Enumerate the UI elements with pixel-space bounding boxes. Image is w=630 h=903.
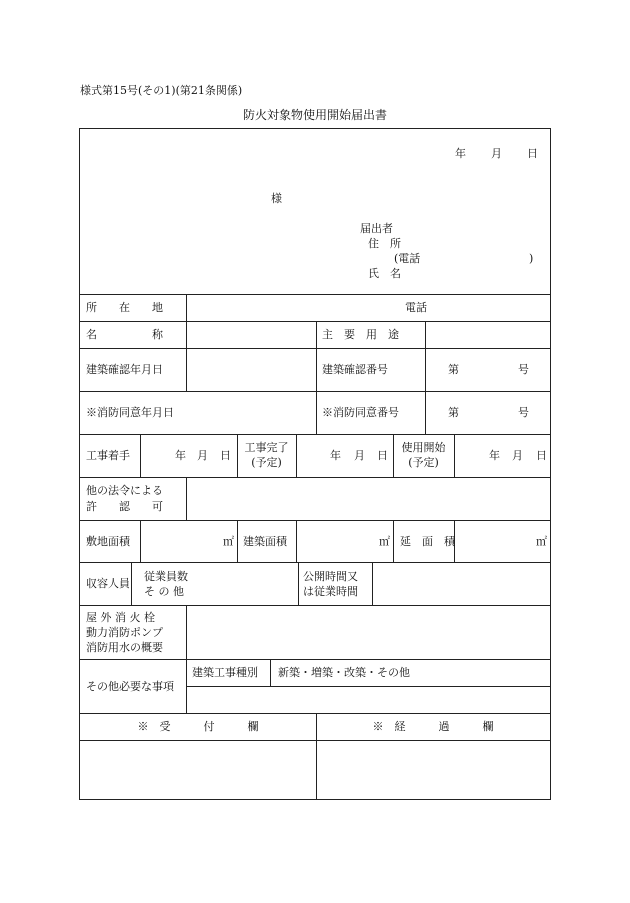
row-divider xyxy=(80,294,550,295)
start-year: 年 xyxy=(175,449,186,462)
row-divider xyxy=(80,659,550,660)
row-divider xyxy=(80,605,550,606)
fire-consent-date-label: ※消防同意年月日 xyxy=(86,406,174,419)
col-divider xyxy=(131,562,132,605)
start-month: 月 xyxy=(197,449,208,462)
col-divider xyxy=(372,562,373,605)
col-divider xyxy=(454,434,455,477)
col-divider xyxy=(270,659,271,686)
start-day: 日 xyxy=(220,449,231,462)
col-divider xyxy=(296,520,297,562)
col-divider xyxy=(186,294,187,391)
fire-consent-go: 号 xyxy=(518,406,529,419)
end-month: 月 xyxy=(354,449,365,462)
construction-end-planned: (予定) xyxy=(251,456,282,469)
fire-consent-number-label: ※消防同意番号 xyxy=(322,406,399,419)
row-divider xyxy=(80,713,550,714)
address-label: 住 所 xyxy=(368,237,401,250)
col-divider xyxy=(393,520,394,562)
name-label: 氏 名 xyxy=(368,267,401,280)
site-area-unit: ㎡ xyxy=(223,535,234,548)
construction-type-label: 建築工事種別 xyxy=(192,666,258,679)
water-summary-label: 消防用水の概要 xyxy=(86,641,163,654)
use-month: 月 xyxy=(512,449,523,462)
capacity-label: 収容人員 xyxy=(86,577,130,590)
col-divider xyxy=(140,520,141,562)
end-year: 年 xyxy=(330,449,341,462)
row-divider xyxy=(80,477,550,478)
floor-area-unit: ㎡ xyxy=(536,535,547,548)
date-month-label: 月 xyxy=(491,147,502,160)
date-year-label: 年 xyxy=(455,147,466,160)
building-area-unit: ㎡ xyxy=(379,535,390,548)
col-divider xyxy=(316,321,317,434)
col-divider xyxy=(186,605,187,713)
hours-label-1: 公開時間又 xyxy=(303,570,358,583)
col-divider xyxy=(298,562,299,605)
others-label: そ の 他 xyxy=(144,585,184,598)
location-label: 所 在 地 xyxy=(86,301,163,314)
other-items-label: その他必要な事項 xyxy=(86,680,174,693)
col-divider xyxy=(186,477,187,520)
site-area-label: 敷地面積 xyxy=(86,535,130,548)
fire-consent-dai: 第 xyxy=(448,406,459,419)
floor-area-label: 延 面 積 xyxy=(400,535,455,548)
name-row-label: 名 称 xyxy=(86,328,163,341)
row-divider xyxy=(80,520,550,521)
use-day: 日 xyxy=(536,449,547,462)
other-law-label: 他の法令による xyxy=(86,484,163,497)
building-confirm-date-label: 建築確認年月日 xyxy=(86,363,163,376)
form-code: 様式第15号(その1)(第21条関係) xyxy=(80,84,243,97)
row-divider xyxy=(80,348,550,349)
col-divider xyxy=(140,434,141,477)
form-table xyxy=(79,128,551,800)
pump-label: 動力消防ポンプ xyxy=(86,626,163,639)
other-law-permit-label: 許 認 可 xyxy=(86,500,163,513)
construction-end-label: 工事完了 xyxy=(244,441,289,454)
row-divider xyxy=(80,740,550,741)
row-divider xyxy=(186,686,550,687)
construction-type-options: 新築・増築・改築・その他 xyxy=(278,666,410,679)
end-day: 日 xyxy=(377,449,388,462)
hours-label-2: は従業時間 xyxy=(303,585,358,598)
row-divider xyxy=(80,434,550,435)
reception-column-label: ※ 受 付 欄 xyxy=(137,720,259,733)
col-divider xyxy=(425,321,426,434)
construction-start-label: 工事着手 xyxy=(86,449,130,462)
row-divider xyxy=(80,562,550,563)
phone-close-label: ) xyxy=(529,252,534,265)
col-divider xyxy=(296,434,297,477)
form-title: 防火対象物使用開始届出書 xyxy=(242,108,387,122)
building-confirm-go: 号 xyxy=(518,363,529,376)
building-confirm-dai: 第 xyxy=(448,363,459,376)
phone-open-label: (電話 xyxy=(394,252,421,265)
date-day-label: 日 xyxy=(527,147,538,160)
use-start-planned: (予定) xyxy=(408,456,439,469)
location-phone-label: 電話 xyxy=(405,301,427,314)
employees-label: 従業員数 xyxy=(144,570,188,583)
row-divider xyxy=(80,391,550,392)
col-divider xyxy=(237,520,238,562)
notifier-label: 届出者 xyxy=(360,222,393,235)
main-use-label: 主 要 用 途 xyxy=(322,328,399,341)
use-start-label: 使用開始 xyxy=(401,441,446,454)
addressee-suffix: 様 xyxy=(271,192,282,205)
progress-column-label: ※ 経 過 欄 xyxy=(372,720,494,733)
use-year: 年 xyxy=(489,449,500,462)
building-area-label: 建築面積 xyxy=(243,535,287,548)
building-confirm-number-label: 建築確認番号 xyxy=(322,363,388,376)
hydrant-label: 屋 外 消 火 栓 xyxy=(86,611,155,624)
row-divider xyxy=(80,321,550,322)
